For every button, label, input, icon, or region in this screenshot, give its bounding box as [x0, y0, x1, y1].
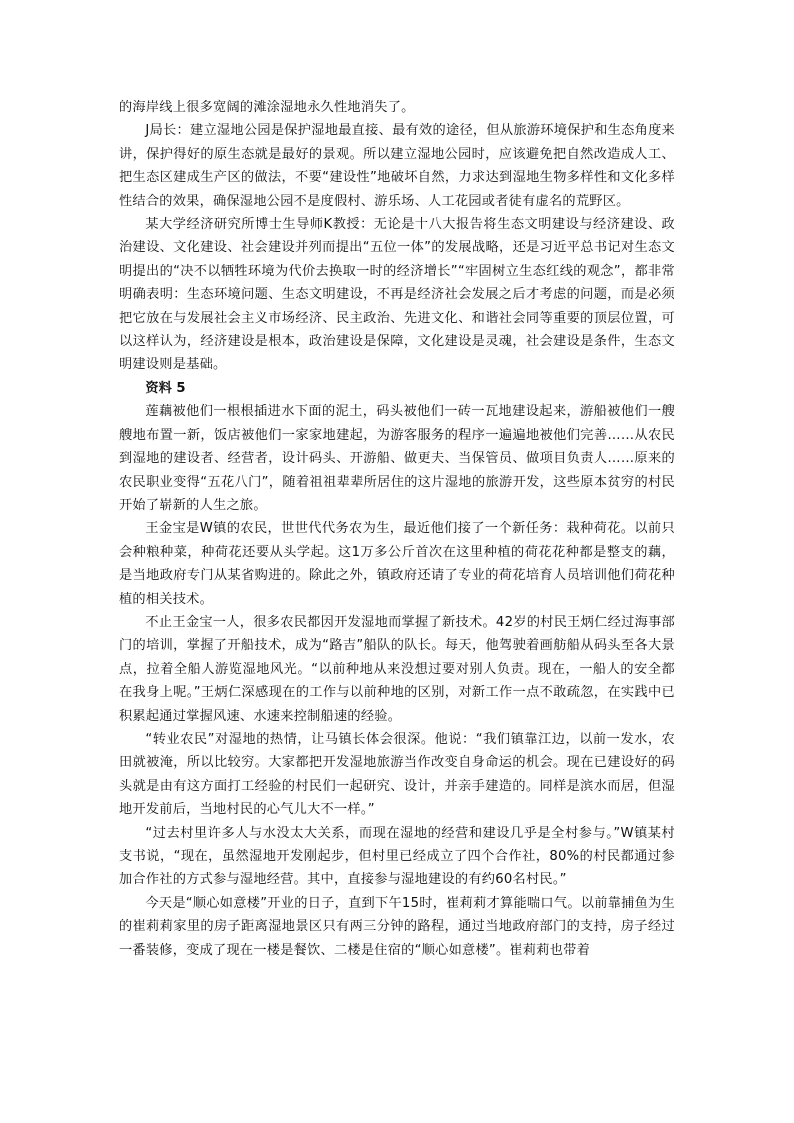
section-heading-material-5: 资料 5 [145, 380, 186, 396]
paragraph-mayor-ma: “转业农民”对湿地的热情，让马镇长体会很深。他说：“我们镇靠江边，以前一发水，农田就被淹，所以比较穷。大家都把开发湿地旅游当作改变自身命运的机会。现在已建设好的码头就是由有这方面打工经验的村民们一起研究、设计，并亲手建造的。同样是滨水而居，但湿地开发前后，当地村民的心气儿大不一样。” [119, 731, 675, 818]
paragraph-cui-lili: 今天是“顺心如意楼”开业的日子，直到下午15时，崔莉莉才算能喘口气。以前靠捕鱼为生的崔莉莉家里的房子距离湿地景区只有两三分钟的路程，通过当地政府部门的支持，房子经过一番装修，变成了现在一楼是餐饮、二楼是住宿的“顺心如意楼”。崔莉莉也带着 [119, 895, 675, 958]
document-page [119, 96, 675, 962]
paragraph-lotus-villagers: 莲藕被他们一根根插进水下面的泥土，码头被他们一砖一瓦地建设起来，游船被他们一艘艘地布置一新，饭店被他们一家家地建起，为游客服务的程序一遍遍地被他们完善……从农民到湿地的建设者、经营者，设计码头、开游船、做更夫、当保管员、做项目负责人……原来的农民职业变得“五花八门”，随着祖祖辈辈所居住的这片湿地的旅游开发，这些原本贫穷的村民开始了崭新的人生之旅。 [119, 404, 675, 513]
paragraph-wang-jinbao: 王金宝是W镇的农民，世世代代务农为生，最近他们接了一个新任务：栽种荷花。以前只会种粮种菜，种荷花还要从头学起。这1万多公斤首次在这里种植的荷花花种都是整支的藕，是当地政府专门从某省购进的。除此之外，镇政府还请了专业的荷花培育人员培训他们荷花种植的相关技术。 [119, 521, 675, 607]
paragraph-continuation: 的海岸线上很多宽阔的滩涂湿地永久性地消失了。 [119, 100, 415, 115]
paragraph-j-director: J局长：建立湿地公园是保护湿地最直接、最有效的途径，但从旅游环境保护和生态角度来讲，保护得好的原生态就是最好的景观。所以建立湿地公园时，应该避免把自然改造成人工、把生态区建成生产区的做法，不要“建设性”地破坏自然，力求达到湿地生物多样性和文化多样性结合的效果，确保湿地公园不是度假村、游乐场、人工花园或者徒有虚名的荒野区。 [119, 123, 675, 209]
paragraph-wang-bingren: 不止王金宝一人，很多农民都因开发湿地而掌握了新技术。42岁的村民王炳仁经过海事部门的培训，掌握了开船技术，成为“路吉”船队的队长。每天，他驾驶着画舫船从码头至各大景点，拉着全船人游览湿地风光。“以前种地从来没想过要对别人负责。现在，一船人的安全都在我身上呢。”王炳仁深感现在的工作与以前种地的区别，对新工作一点不敢疏忽，在实践中已积累起通过掌握风速、水速来控制船速的经验。 [119, 614, 675, 724]
paragraph-village-secretary: “过去村里许多人与水没太大关系，而现在湿地的经营和建设几乎是全村参与。”W镇某村支书说，“现在，虽然湿地开发刚起步，但村里已经成立了四个合作社，80%的村民都通过参加合作社的方式参与湿地经营。其中，直接参与湿地建设的有约60名村民。” [119, 825, 675, 888]
paragraph-k-professor: 某大学经济研究所博士生导师K教授：无论是十八大报告将生态文明建设与经济建设、政治建设、文化建设、社会建设并列而提出“五位一体”的发展战略，还是习近平总书记对生态文明提出的“决不以牺牲环境为代价去换取一时的经济增长”“牢固树立生态红线的观念”，都非常明确表明：生态环境问题、生态文明建设，不再是经济社会发展之后才考虑的问题，而是必须把它放在与发展社会主义市场经济、民主政治、先进文化、和谐社会同等重要的顶层位置，可以这样认为，经济建设是根本，政治建设是保障，文化建设是灵魂，社会建设是条件，生态文明建设则是基础。 [119, 217, 675, 373]
